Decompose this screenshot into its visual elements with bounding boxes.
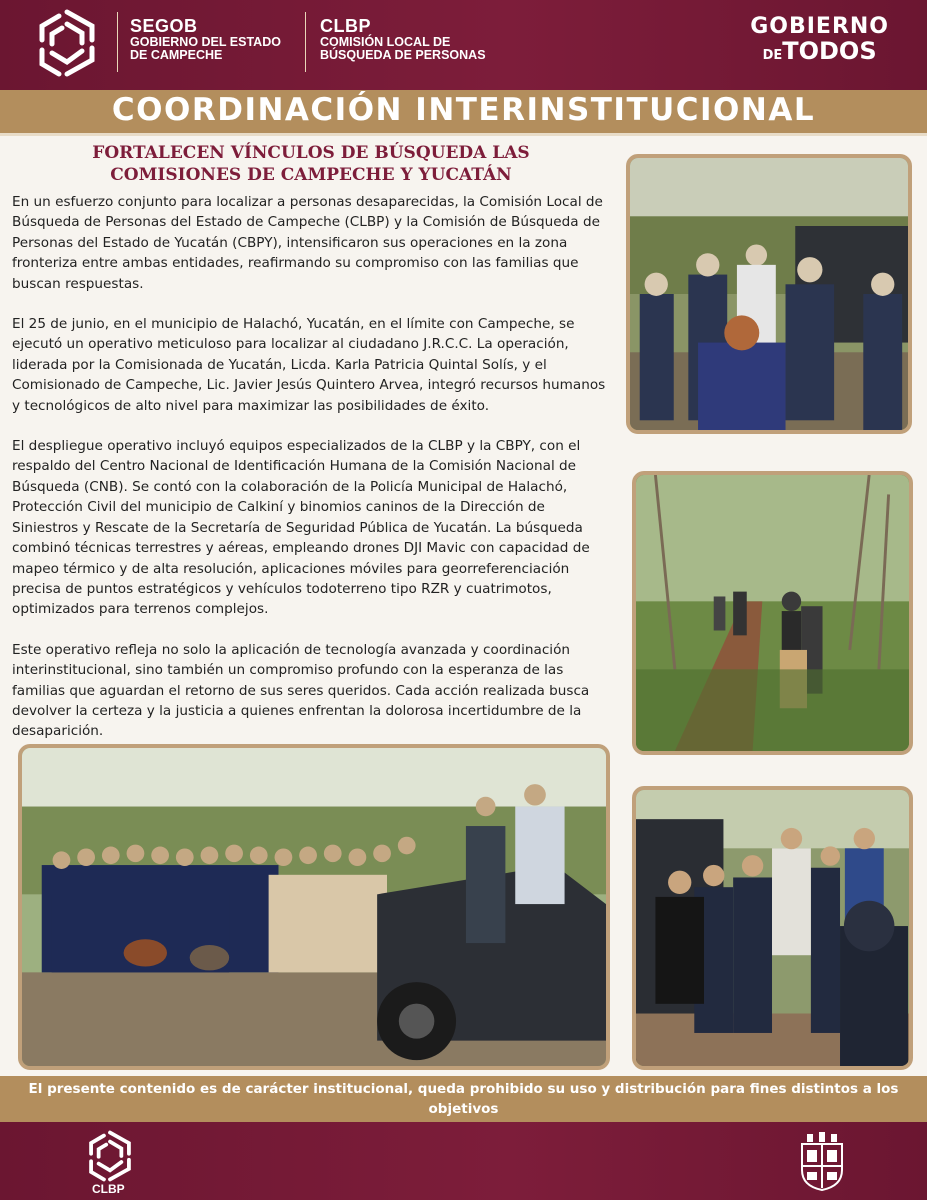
segob-line1: GOBIERNO DEL ESTADO xyxy=(130,35,281,49)
clbp-title: CLBP xyxy=(320,16,371,36)
article-headline xyxy=(16,142,606,186)
photo-vehicle-briefing xyxy=(632,786,913,1070)
photo-trail-search xyxy=(632,471,913,755)
banner-title: COORDINACIÓN INTERINSTITUCIONAL xyxy=(111,92,816,128)
photo-group-portrait-image xyxy=(22,748,606,1066)
disclaimer-bar xyxy=(0,1076,927,1122)
gob-de: DE xyxy=(762,48,783,63)
header xyxy=(0,0,927,90)
campeche-coat-of-arms-icon xyxy=(797,1130,847,1192)
clbp-logo-icon xyxy=(32,6,102,80)
headline-line2: COMISIONES DE CAMPECHE Y YUCATÁN xyxy=(110,165,512,185)
header-divider xyxy=(117,12,118,72)
disclaimer-line1: El presente contenido es de carácter institucional, queda prohibido su uso y distribución para fines distintos a los objetivos xyxy=(28,1081,899,1117)
footer-logo-label: CLBP xyxy=(92,1182,125,1196)
gob-line2 xyxy=(750,38,889,69)
gobierno-de-todos-logo xyxy=(750,16,889,69)
article-paragraph: Este operativo refleja no solo la aplicación de tecnología avanzada y coordinación interinstitucional, sino también un compromiso profundo con la esperanza de las familias que aguardan el retorno de sus seres queridos. Cada acción realizada busca devolver la certeza y la justicia a quienes enfrentan la dolorosa incertidumbre de la desaparición. xyxy=(12,641,590,740)
photo-group-portrait xyxy=(18,744,610,1070)
headline-line1: FORTALECEN VÍNCULOS DE BÚSQUEDA LAS xyxy=(92,143,530,163)
header-divider xyxy=(305,12,306,72)
gob-line1: GOBIERNO xyxy=(750,14,889,39)
clbp-line1: COMISIÓN LOCAL DE xyxy=(320,35,451,49)
article-body xyxy=(12,192,612,762)
segob-title: SEGOB xyxy=(130,16,198,36)
article-paragraph: El 25 de junio, en el municipio de Halachó, Yucatán, en el límite con Campeche, se ejecutó un operativo meticuloso para localizar al ciudadano J.R.C.C. La operación, liderada por la Comisionada de Yucatán, Licda. Karla Patricia Quintal Solís, y el Comisionado de Campeche, Lic. Javier Jesús Quintero Arvea, integró recursos humanos y tecnológicos de alto nivel para maximizar las posibilidades de éxito. xyxy=(12,316,606,414)
segob-line2: DE CAMPECHE xyxy=(130,48,223,62)
section-banner xyxy=(0,90,927,136)
clbp-logo-icon xyxy=(82,1128,138,1184)
photo-trail-search-image xyxy=(636,475,909,751)
clbp-line2: BÚSQUEDA DE PERSONAS xyxy=(320,48,486,62)
photo-team-meeting xyxy=(626,154,912,434)
article-paragraph: El despliegue operativo incluyó equipos especializados de la CLBP y la CBPY, con el respaldo del Centro Nacional de Identificación Humana de la Comisión Nacional de Búsqueda (CNB). Se contó con la colaboración de la Policía Municipal de Halachó, Protección Civil del municipio de Calkiní y binomios caninos de la Dirección de Siniestros y Rescate de la Secretaría de Seguridad Pública de Yucatán. La búsqueda combinó técnicas terrestres y aéreas, empleando drones DJI Mavic con capacidad de mapeo térmico y de alta resolución, aplicaciones móviles para georreferenciación precisa de puntos estratégicos y vehículos todoterreno tipo RZR y cuatrimotos, optimizados para terrenos complejos. xyxy=(12,438,590,618)
photo-team-meeting-image xyxy=(630,158,908,430)
article-paragraph: En un esfuerzo conjunto para localizar a personas desaparecidas, la Comisión Local de Búsqueda de Personas del Estado de Campeche (CLBP) y la Comisión de Búsqueda de Personas del Estado de Yucatán (CBPY), intensificaron sus operaciones en la zona fronteriza entre ambas entidades, reafirmando su compromiso con las familias que buscan respuestas. xyxy=(12,194,603,292)
footer xyxy=(0,1122,927,1200)
segob-block xyxy=(130,16,281,62)
clbp-block xyxy=(320,16,486,62)
gob-todos: TODOS xyxy=(782,37,877,65)
photo-vehicle-briefing-image xyxy=(636,790,909,1066)
